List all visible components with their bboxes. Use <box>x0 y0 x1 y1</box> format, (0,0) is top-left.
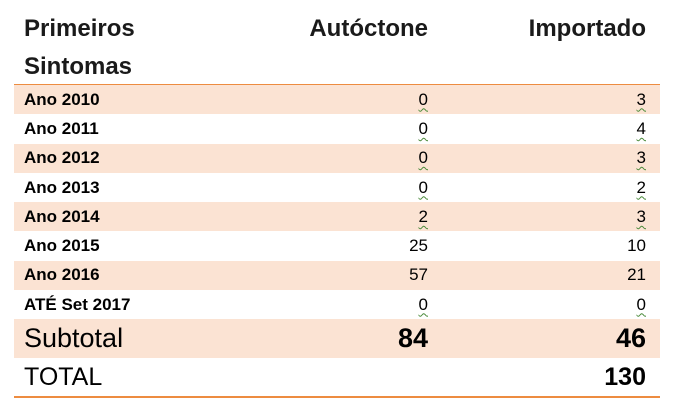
table-row <box>14 231 660 260</box>
row-importado: 4 <box>636 118 646 138</box>
subtotal-importado: 46 <box>615 323 646 354</box>
row-importado: 3 <box>636 89 646 109</box>
table-row <box>14 261 660 290</box>
table-row <box>14 85 660 114</box>
subtotal-autoctone: 84 <box>397 323 428 354</box>
table-header <box>14 0 660 85</box>
row-label: Ano 2011 <box>24 118 99 138</box>
row-autoctone: 2 <box>418 206 428 226</box>
row-autoctone: 25 <box>409 236 428 256</box>
header-primeiros-sintomas <box>24 10 284 86</box>
header-first-line1: Primeiros <box>24 15 135 42</box>
row-label: Ano 2016 <box>24 265 100 285</box>
row-autoctone: 0 <box>418 118 428 138</box>
table-row <box>14 202 660 231</box>
subtotal-row <box>14 319 660 358</box>
table-row <box>14 173 660 202</box>
row-importado: 21 <box>627 265 646 285</box>
header-importado: Importado <box>528 15 646 42</box>
row-importado: 3 <box>636 148 646 168</box>
table-row <box>14 144 660 173</box>
row-label: Ano 2010 <box>24 89 100 109</box>
row-label: Ano 2014 <box>24 206 100 226</box>
total-row <box>14 358 660 398</box>
header-autoctone: Autóctone <box>309 15 428 42</box>
row-importado: 3 <box>636 206 646 226</box>
total-importado: 130 <box>604 362 646 391</box>
row-importado: 2 <box>636 177 646 197</box>
cases-table <box>14 0 660 398</box>
row-autoctone: 0 <box>418 177 428 197</box>
row-autoctone: 0 <box>418 294 428 314</box>
row-importado: 10 <box>627 236 646 256</box>
row-label: Ano 2012 <box>24 148 100 168</box>
row-label: Ano 2015 <box>24 236 100 256</box>
row-autoctone: 57 <box>409 265 428 285</box>
table-row <box>14 290 660 319</box>
table-row <box>14 114 660 143</box>
row-label: ATÉ Set 2017 <box>24 294 131 314</box>
row-autoctone: 0 <box>418 89 428 109</box>
row-importado: 0 <box>636 294 646 314</box>
row-label: Ano 2013 <box>24 177 100 197</box>
row-autoctone: 0 <box>418 148 428 168</box>
subtotal-label: Subtotal <box>24 323 124 354</box>
total-label: TOTAL <box>24 362 103 391</box>
header-first-line2: Sintomas <box>24 53 133 80</box>
